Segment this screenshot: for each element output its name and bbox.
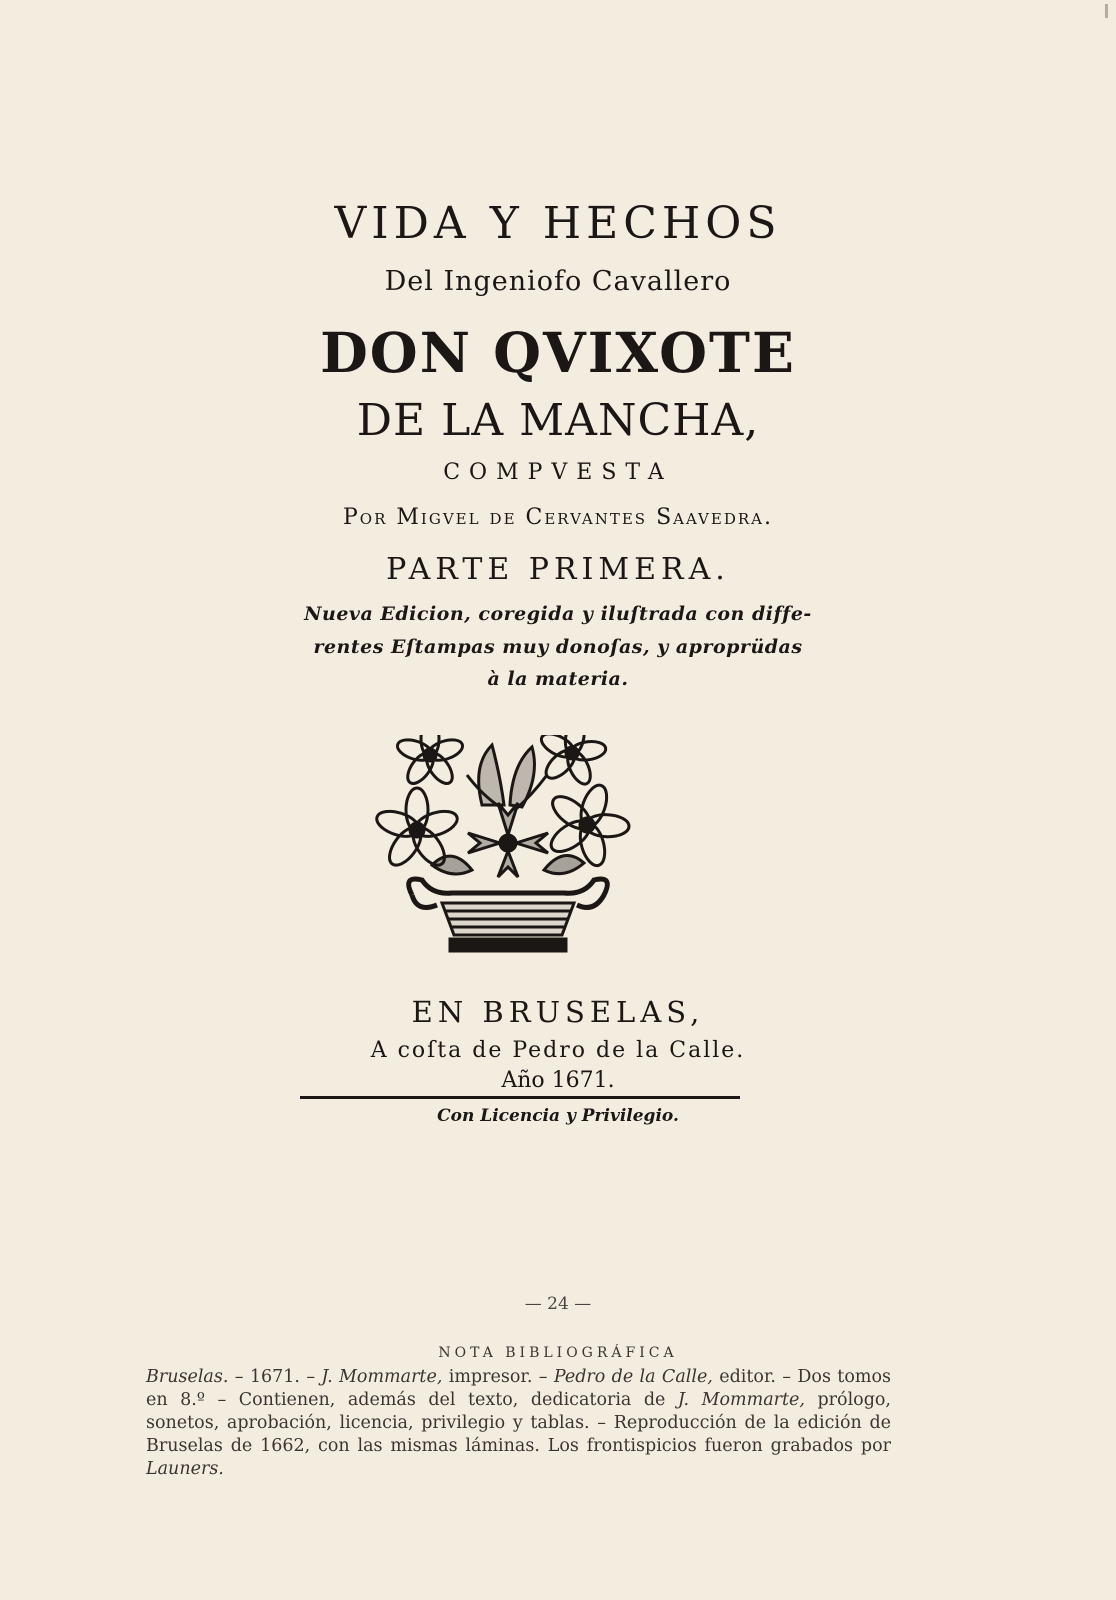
edition-line-1: Nueva Edicion, coregida y iluſtrada con diffe-	[304, 603, 812, 625]
book-subtitle: Del Ingeniofo Cavallero	[384, 266, 732, 297]
note-dedicator: J. Mommarte,	[677, 1390, 805, 1410]
note-text-3: editor. – Dos tomos en 8.º – Contienen, además del texto, dedicatoria de	[146, 1367, 891, 1410]
imprint-rule	[300, 1096, 740, 1099]
note-editor: Pedro de la Calle,	[553, 1367, 713, 1387]
imprint-year: Año 1671.	[501, 1068, 615, 1093]
note-text-2: impresor. –	[442, 1367, 554, 1387]
bibliographic-note	[146, 1366, 891, 1481]
note-text-4: prólogo, sonetos, aprobación, licencia, privilegio y tablas. – Reproducción de la edición de Bruselas de 1662, con las mismas láminas. Los frontispicios fueron grabados por	[146, 1390, 891, 1456]
note-engraver: Launers.	[146, 1459, 224, 1479]
part-label: PARTE PRIMERA.	[386, 552, 730, 587]
author-line: Por Migvel de Cervantes Saavedra.	[343, 505, 773, 530]
hero-name-line2: DE LA MANCHA,	[356, 395, 760, 446]
license-line: Con Licencia y Privilegio.	[437, 1106, 679, 1126]
compuesta-label: COMPVESTA	[443, 460, 673, 485]
note-printer: J. Mommarte,	[321, 1367, 443, 1387]
note-title: NOTA BIBLIOGRÁFICA	[438, 1345, 678, 1361]
flower-basket-ornament-icon	[372, 735, 644, 973]
imprint-printer: A coſta de Pedro de la Calle.	[370, 1038, 746, 1063]
corner-mark	[1105, 4, 1108, 18]
page-number: — 24 —	[524, 1294, 592, 1314]
imprint-place: EN BRUSELAS,	[411, 995, 705, 1029]
book-title: VIDA Y HECHOS	[334, 198, 782, 249]
edition-line-3: à la materia.	[487, 668, 629, 690]
edition-line-2: rentes Eſtampas muy donoſas, y aproprüdas	[313, 636, 803, 658]
hero-name: DON QVIXOTE	[320, 320, 796, 385]
note-city: Bruselas.	[146, 1367, 229, 1387]
note-text-1: – 1671. –	[228, 1367, 322, 1387]
